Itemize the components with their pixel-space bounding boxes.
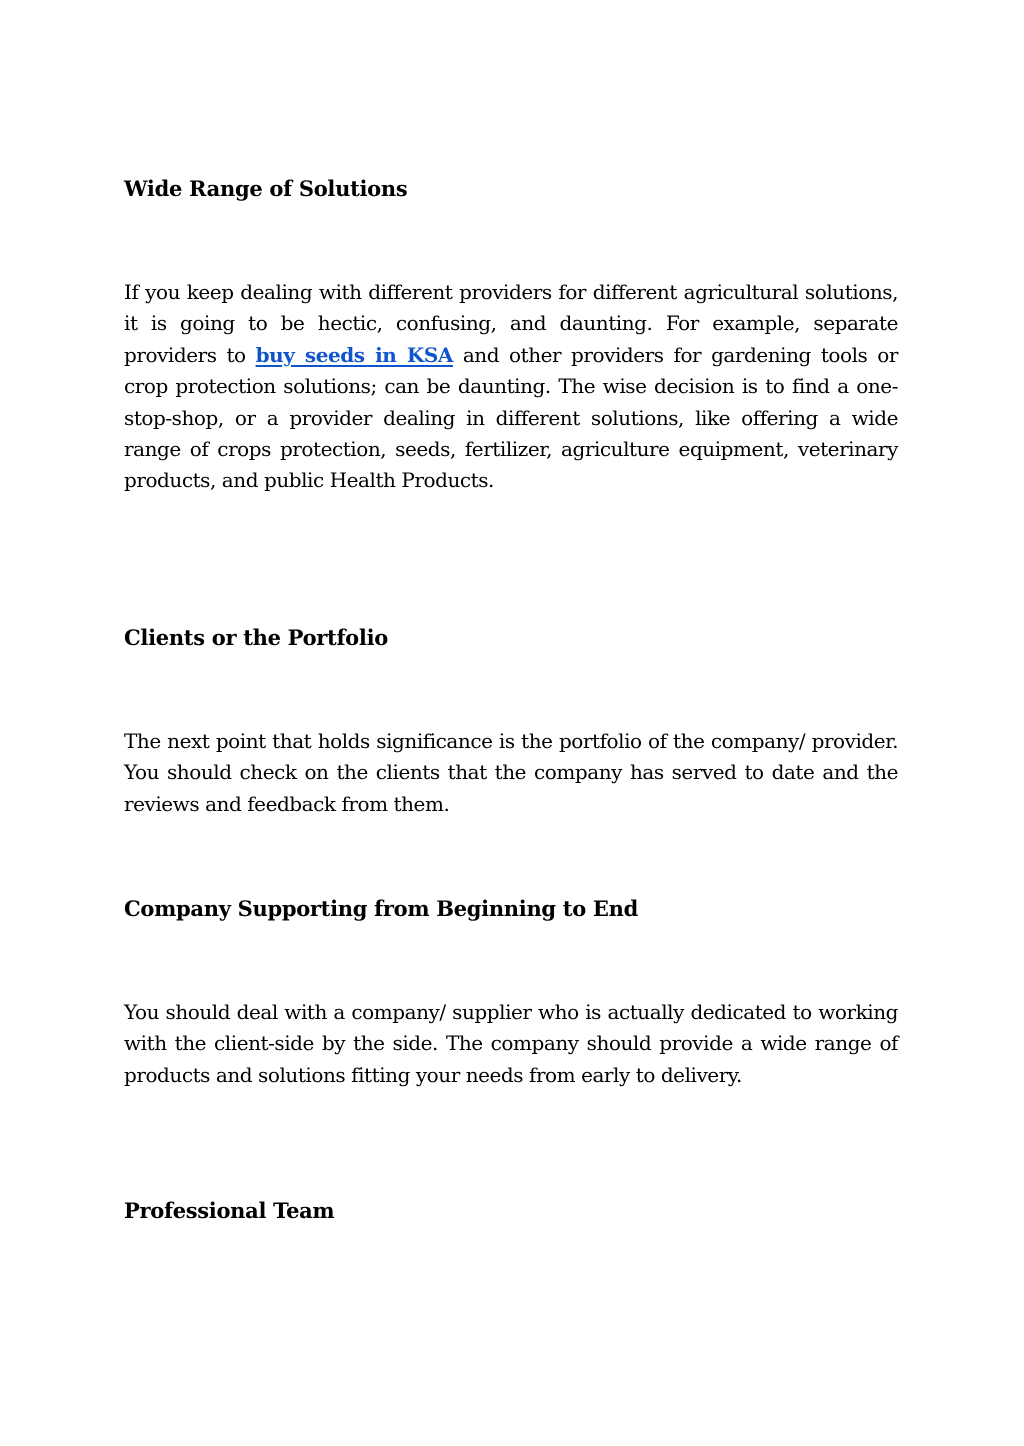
section-paragraph-wide-range: [124, 277, 898, 497]
section-paragraph-company-support: You should deal with a company/ supplier who is actually dedicated to working with the client-side by the side. The company should provide a wide range of products and solutions fitting your needs from early to delivery.: [124, 1000, 898, 1087]
paragraph-text-after-link: and other providers for gardening tools or crop protection solutions; can be daunting. The wise decision is to find a one-stop-shop, or a provider dealing in different solutions, like offering a wide range of crops protection, seeds, fertilizer, agriculture equipment, veterinary products, and public Health Products.: [124, 342, 899, 493]
section-heading-company-support: Company Supporting from Beginning to End: [124, 896, 638, 921]
paragraph-text-before-link: If you keep dealing with different providers for different agricultural solutions, it is going to be hectic, confusing, and daunting. For example, separate providers to: [124, 280, 898, 367]
section-paragraph-clients-portfolio: The next point that holds significance is the portfolio of the company/ provider. You should check on the clients that the company has served to date and the reviews and feedback from them.: [124, 729, 898, 816]
section-heading-wide-range: Wide Range of Solutions: [124, 176, 408, 201]
section-heading-clients-portfolio: Clients or the Portfolio: [124, 625, 388, 650]
section-heading-professional-team: Professional Team: [124, 1198, 335, 1223]
buy-seeds-link[interactable]: buy seeds in KSA: [255, 342, 453, 367]
